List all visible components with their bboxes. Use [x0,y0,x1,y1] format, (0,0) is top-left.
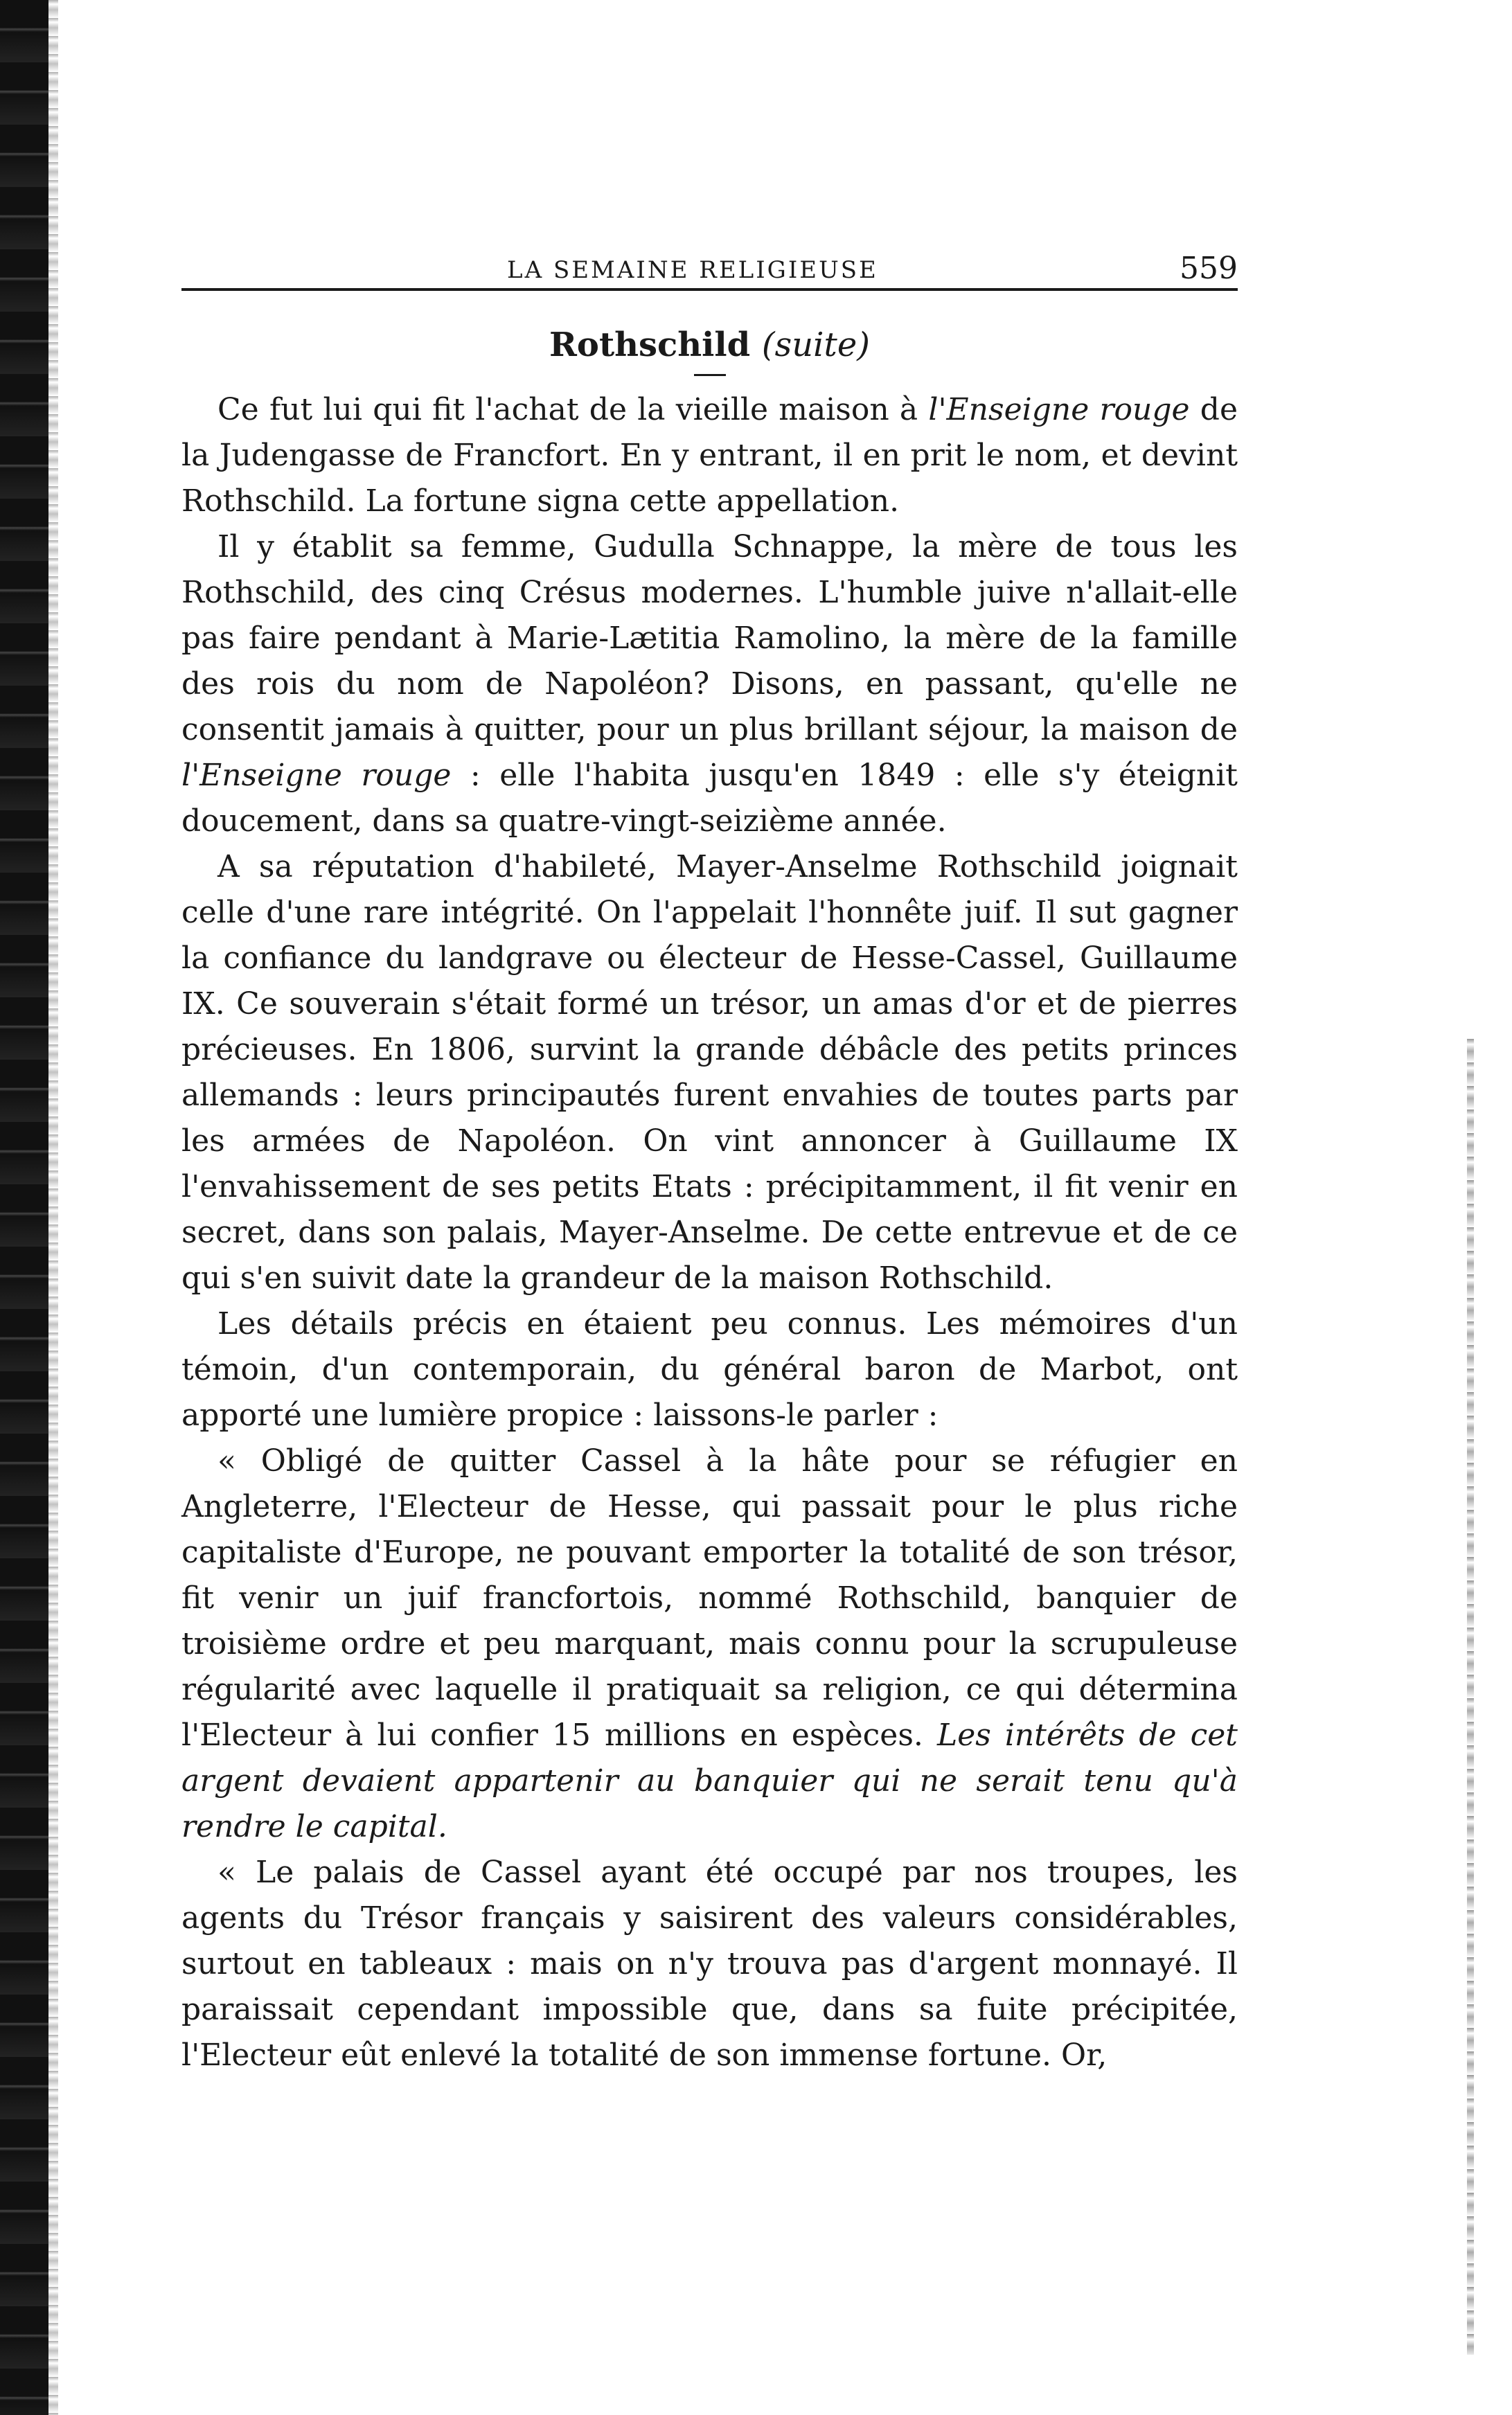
book-spine-shadow [0,0,48,2415]
paragraph-text: A sa réputation d'habileté, Mayer-Anselme Rothschild joignait celle d'une rare intégrité. On l'appelait l'honnête juif. Il sut gagner la confiance du landgrave ou électeur de Hesse-Cassel, Guillaume IX. Ce souverain s'était formé un trésor, un amas d'or et de pierres précieuses. En 1806, survint la grande débâcle des petits princes allemands : leurs principautés furent envahies de toutes parts par les armées de Napoléon. On vint annoncer à Guillaume IX l'envahissement de ses petits Etats : précipitamment, il fit venir en secret, dans son palais, Mayer-Anselme. De cette entrevue et de ce qui s'en suivit date la grandeur de la maison Rothschild. [181,849,1238,1296]
paragraph-text: Il y établit sa femme, Gudulla Schnappe, la mère de tous les Rothschild, des cinq Crésus modernes. L'humble juive n'allait-elle pas faire pendant à Marie-Lætitia Ramolino, la mère de la famille des rois du nom de Napoléon? Disons, en passant, qu'elle ne consentit jamais à quitter, pour un plus brillant séjour, la maison de [181,529,1238,747]
paragraph-text: Ce fut lui qui fit l'achat de la vieille maison à [217,392,929,427]
paragraph-text: de la Judengasse de Francfort. En y entrant, il en prit le nom, et devint Rothschild. La fortune signa cette appellation. [181,392,1238,519]
page-right-edge-mark [1467,1039,1474,2355]
book-page [181,229,1238,2078]
paragraph-p4 [181,1301,1238,1438]
paragraph-text: : elle l'habita jusqu'en 1849 : elle s'y éteignit doucement, dans sa quatre-vingt-seizième année. [181,758,1238,839]
page-gutter-edge [48,0,58,2415]
running-header [181,229,1238,291]
paragraph-p1 [181,387,1238,524]
article-body [181,387,1238,2078]
paragraph-p3 [181,844,1238,1301]
article-title [181,326,1238,364]
italic-text: Les intérêts de cet argent devaient appartenir au banquier qui ne serait tenu qu'à rendre le capital. [181,1718,1238,1844]
italic-text: l'Enseigne rouge [928,392,1190,427]
paragraph-text: « Le palais de Cassel ayant été occupé par nos troupes, les agents du Trésor français y saisirent des valeurs considérables, surtout en tableaux : mais on n'y trouva pas d'argent monnayé. Il paraissait cependant impossible que, dans sa fuite précipitée, l'Electeur eût enlevé la totalité de son immense fortune. Or, [181,1855,1238,2073]
page-number: 559 [1180,251,1238,286]
running-title: LA SEMAINE RELIGIEUSE [507,256,878,284]
paragraph-text: « Obligé de quitter Cassel à la hâte pour se réfugier en Angleterre, l'Electeur de Hesse, qui passait pour le plus riche capitaliste d'Europe, ne pouvant emporter la totalité de son trésor, fit venir un juif francfortois, nommé Rothschild, banquier de troisième ordre et peu marquant, mais connu pour la scrupuleuse régularité avec laquelle il pratiquait sa religion, ce qui détermina l'Electeur à lui confier 15 millions en espèces. [181,1443,1238,1753]
article-title-suffix: (suite) [761,326,870,364]
title-separator-rule [694,374,726,376]
article-title-text: Rothschild [549,326,751,364]
paragraph-text: Les détails précis en étaient peu connus. Les mémoires d'un témoin, d'un contemporain, du général baron de Marbot, ont apporté une lumière propice : laissons-le parler : [181,1306,1238,1433]
paragraph-p6 [181,1850,1238,2078]
italic-text: l'Enseigne rouge [181,758,452,793]
paragraph-p2 [181,524,1238,844]
paragraph-p5 [181,1438,1238,1850]
